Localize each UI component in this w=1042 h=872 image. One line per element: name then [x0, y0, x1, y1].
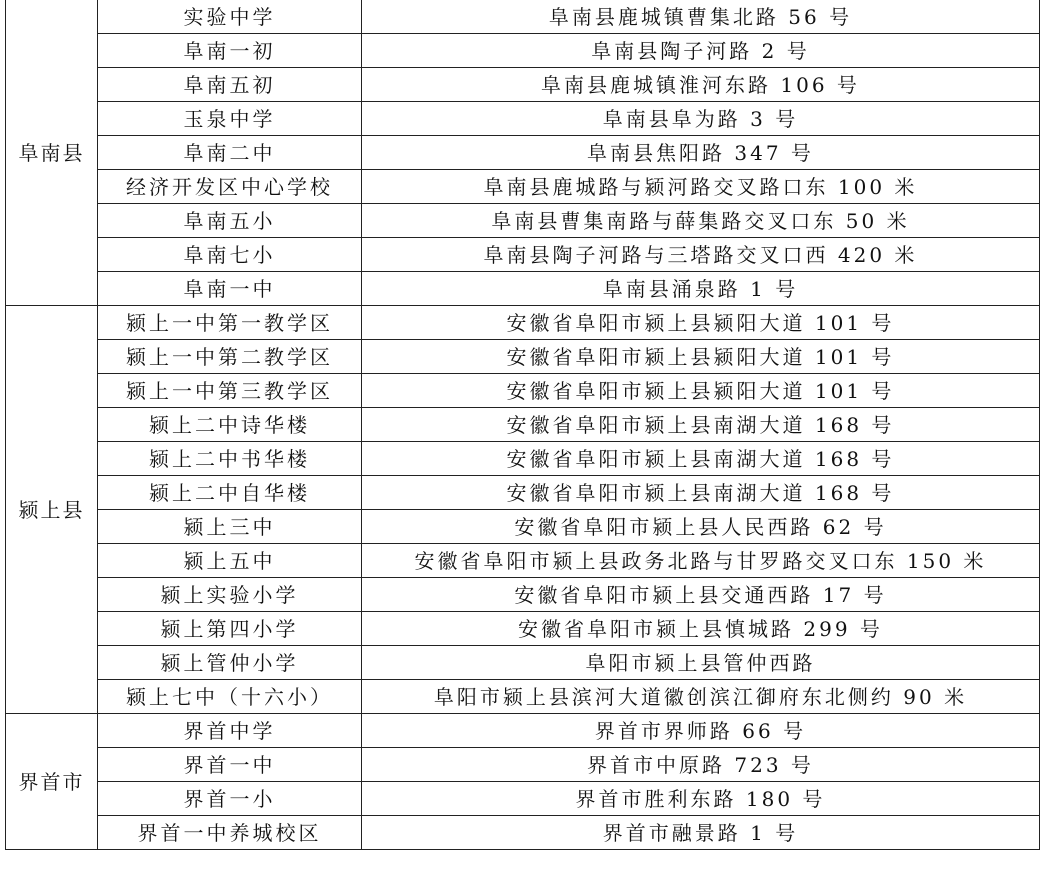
address-cell: 安徽省阜阳市颍上县颍阳大道 101 号	[362, 374, 1040, 408]
table-row	[6, 612, 1040, 646]
table-row	[6, 204, 1040, 238]
school-cell: 颍上三中	[98, 510, 362, 544]
table-row	[6, 680, 1040, 714]
address-cell: 安徽省阜阳市颍上县人民西路 62 号	[362, 510, 1040, 544]
school-cell: 颍上二中书华楼	[98, 442, 362, 476]
school-cell: 颍上一中第一教学区	[98, 306, 362, 340]
school-cell: 颍上实验小学	[98, 578, 362, 612]
address-cell: 阜南县涌泉路 1 号	[362, 272, 1040, 306]
address-cell: 界首市界师路 66 号	[362, 714, 1040, 748]
table-row	[6, 578, 1040, 612]
address-cell: 安徽省阜阳市颍上县颍阳大道 101 号	[362, 340, 1040, 374]
table-row	[6, 748, 1040, 782]
table-row	[6, 510, 1040, 544]
table-row	[6, 442, 1040, 476]
venue-table-sheet	[5, 0, 1039, 850]
table-row	[6, 476, 1040, 510]
address-cell: 界首市融景路 1 号	[362, 816, 1040, 850]
school-cell: 颍上一中第三教学区	[98, 374, 362, 408]
table-row	[6, 816, 1040, 850]
school-cell: 颍上一中第二教学区	[98, 340, 362, 374]
school-cell: 阜南一中	[98, 272, 362, 306]
table-row	[6, 340, 1040, 374]
table-row	[6, 374, 1040, 408]
address-cell: 阜阳市颍上县滨河大道徽创滨江御府东北侧约 90 米	[362, 680, 1040, 714]
school-cell: 界首一中养城校区	[98, 816, 362, 850]
venue-table-body	[6, 0, 1040, 850]
school-cell: 阜南二中	[98, 136, 362, 170]
address-cell: 界首市胜利东路 180 号	[362, 782, 1040, 816]
table-row	[6, 646, 1040, 680]
table-row	[6, 34, 1040, 68]
address-cell: 阜南县焦阳路 347 号	[362, 136, 1040, 170]
school-cell: 阜南一初	[98, 34, 362, 68]
school-cell: 颍上第四小学	[98, 612, 362, 646]
school-cell: 颍上二中诗华楼	[98, 408, 362, 442]
address-cell: 阜南县鹿城路与颍河路交叉路口东 100 米	[362, 170, 1040, 204]
district-cell: 界首市	[6, 714, 98, 850]
school-cell: 实验中学	[98, 0, 362, 34]
district-cell: 颍上县	[6, 306, 98, 714]
table-row	[6, 544, 1040, 578]
address-cell: 阜南县阜为路 3 号	[362, 102, 1040, 136]
table-row	[6, 102, 1040, 136]
address-cell: 阜南县陶子河路与三塔路交叉口西 420 米	[362, 238, 1040, 272]
table-row	[6, 306, 1040, 340]
address-cell: 安徽省阜阳市颍上县颍阳大道 101 号	[362, 306, 1040, 340]
table-row	[6, 0, 1040, 34]
table-row	[6, 170, 1040, 204]
school-cell: 颍上五中	[98, 544, 362, 578]
table-row	[6, 136, 1040, 170]
school-cell: 界首一中	[98, 748, 362, 782]
table-row	[6, 408, 1040, 442]
address-cell: 界首市中原路 723 号	[362, 748, 1040, 782]
address-cell: 阜南县陶子河路 2 号	[362, 34, 1040, 68]
school-cell: 阜南五初	[98, 68, 362, 102]
venue-table	[5, 0, 1040, 850]
table-row	[6, 272, 1040, 306]
school-cell: 阜南五小	[98, 204, 362, 238]
address-cell: 安徽省阜阳市颍上县南湖大道 168 号	[362, 442, 1040, 476]
address-cell: 阜阳市颍上县管仲西路	[362, 646, 1040, 680]
table-row	[6, 782, 1040, 816]
address-cell: 安徽省阜阳市颍上县交通西路 17 号	[362, 578, 1040, 612]
school-cell: 颍上二中自华楼	[98, 476, 362, 510]
school-cell: 颍上管仲小学	[98, 646, 362, 680]
school-cell: 颍上七中（十六小）	[98, 680, 362, 714]
table-row	[6, 238, 1040, 272]
address-cell: 安徽省阜阳市颍上县慎城路 299 号	[362, 612, 1040, 646]
address-cell: 阜南县曹集南路与薛集路交叉口东 50 米	[362, 204, 1040, 238]
address-cell: 阜南县鹿城镇曹集北路 56 号	[362, 0, 1040, 34]
address-cell: 阜南县鹿城镇淮河东路 106 号	[362, 68, 1040, 102]
district-cell: 阜南县	[6, 0, 98, 306]
school-cell: 经济开发区中心学校	[98, 170, 362, 204]
table-row	[6, 68, 1040, 102]
school-cell: 界首一小	[98, 782, 362, 816]
address-cell: 安徽省阜阳市颍上县南湖大道 168 号	[362, 408, 1040, 442]
school-cell: 玉泉中学	[98, 102, 362, 136]
school-cell: 阜南七小	[98, 238, 362, 272]
table-row	[6, 714, 1040, 748]
address-cell: 安徽省阜阳市颍上县政务北路与甘罗路交叉口东 150 米	[362, 544, 1040, 578]
school-cell: 界首中学	[98, 714, 362, 748]
address-cell: 安徽省阜阳市颍上县南湖大道 168 号	[362, 476, 1040, 510]
